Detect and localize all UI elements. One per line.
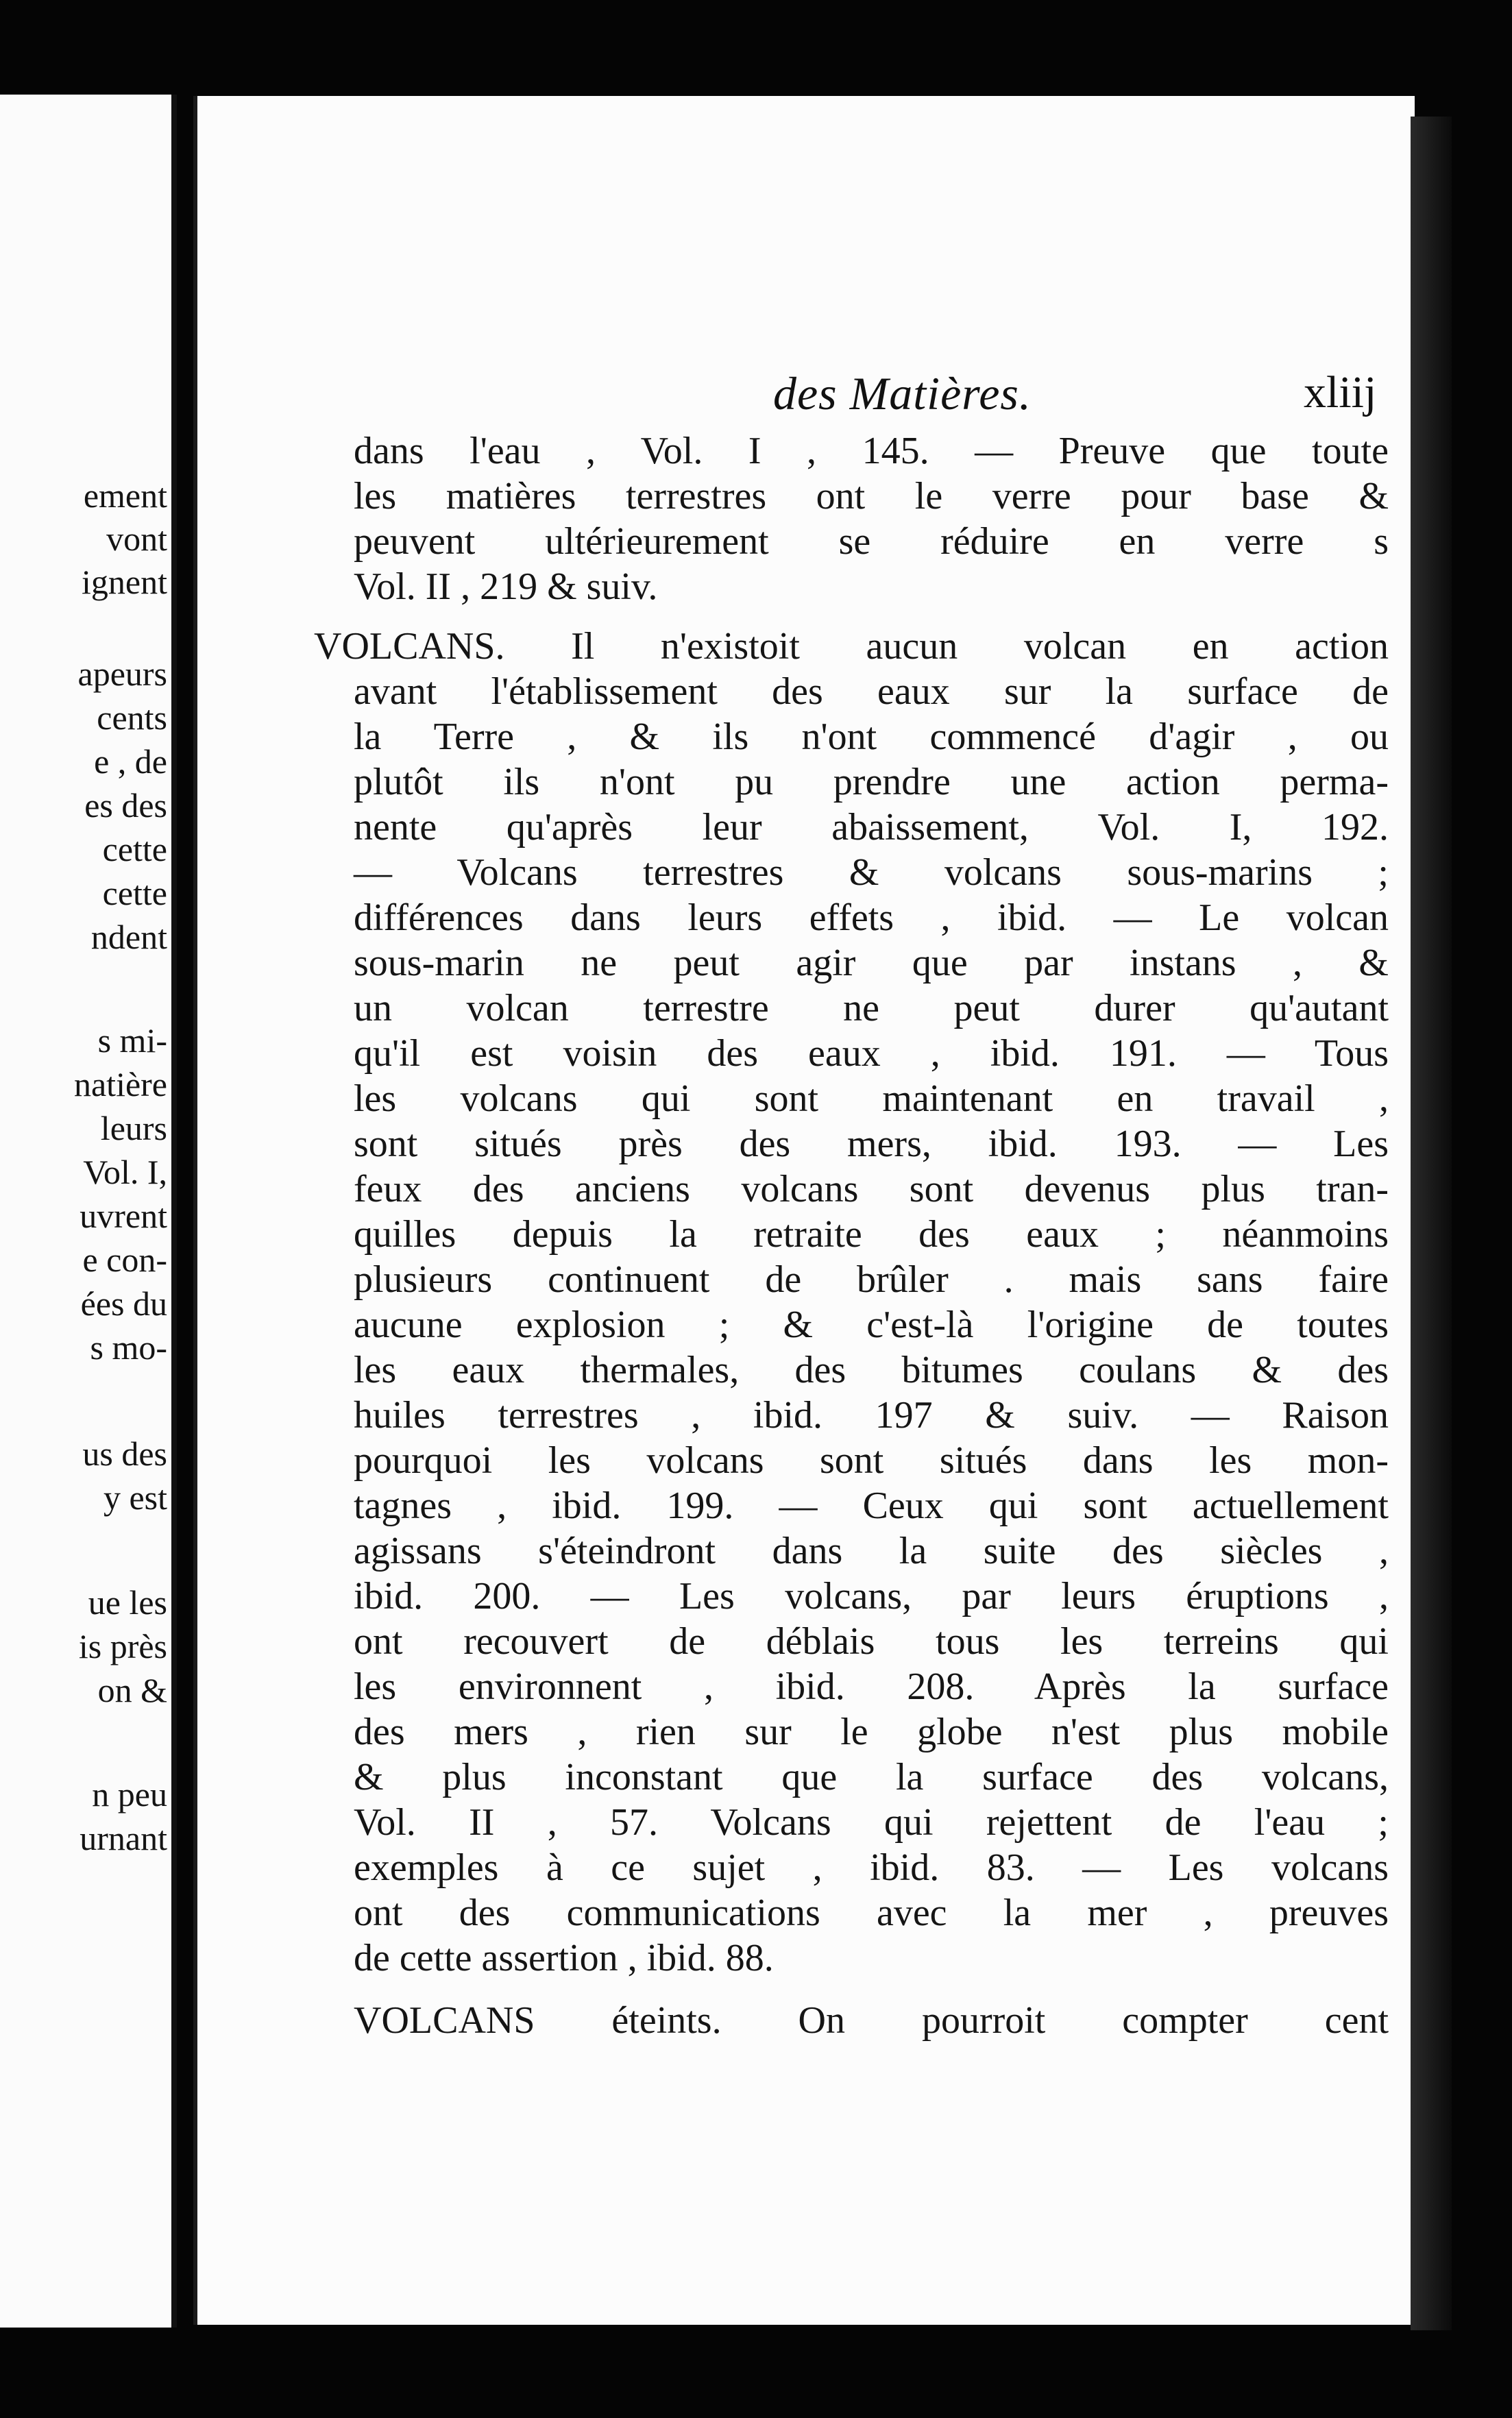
left-fragment: on & (97, 1671, 167, 1709)
main-page (193, 96, 1415, 2325)
left-fragment: ement (83, 476, 167, 515)
text-line: différences dans leurs effets , ibid. — Le volcan (354, 896, 1389, 939)
running-title: des Matières. (773, 367, 1032, 419)
page-number: xliij (1304, 367, 1377, 417)
text-line: plusieurs continuent de brûler . mais sans faire (354, 1258, 1389, 1301)
text-line: avant l'établissement des eaux sur la surface de (354, 670, 1389, 713)
text-line: sous-marin ne peut agir que par instans , & (354, 942, 1389, 984)
left-fragment: n peu (92, 1775, 167, 1814)
entry-heading-line: VOLCANS. Il n'existoit aucun volcan en action (314, 625, 1389, 668)
text-line: la Terre , & ils n'ont commencé d'agir , ou (354, 716, 1389, 758)
left-fragment: y est (103, 1478, 167, 1517)
text-line: huiles terrestres , ibid. 197 & suiv. — Raison (354, 1394, 1389, 1437)
text-line: sont situés près des mers, ibid. 193. — Les (354, 1123, 1389, 1165)
text-line: nente qu'après leur abaissement, Vol. I, 192. (354, 806, 1389, 848)
left-fragment: ue les (88, 1583, 167, 1622)
left-fragment: s mo- (90, 1328, 167, 1367)
left-fragment: e , de (94, 742, 167, 781)
text-line: Vol. II , 57. Volcans qui rejettent de l'eau ; (354, 1801, 1389, 1844)
text-line: qu'il est voisin des eaux , ibid. 191. — Tous (354, 1032, 1389, 1075)
text-line: de cette assertion , ibid. 88. (354, 1937, 774, 1979)
text-line: Vol. II , 219 & suiv. (354, 565, 658, 608)
left-fragment: vont (106, 520, 167, 558)
left-fragment: leurs (100, 1109, 167, 1147)
left-fragment: apeurs (77, 655, 167, 693)
left-fragment: s mi- (97, 1021, 167, 1060)
text-line: — Volcans terrestres & volcans sous-marins ; (354, 851, 1389, 894)
text-line: tagnes , ibid. 199. — Ceux qui sont actuellement (354, 1485, 1389, 1527)
text-line: les matières terrestres ont le verre pour base & (354, 475, 1389, 517)
entry-heading-line: VOLCANS éteints. On pourroit compter cent (354, 1999, 1389, 2042)
left-fragment: uvrent (80, 1197, 167, 1235)
left-fragment: urnant (80, 1819, 167, 1857)
text-line: peuvent ultérieurement se réduire en verre s (354, 520, 1389, 563)
text-line: un volcan terrestre ne peut durer qu'autant (354, 987, 1389, 1029)
left-fragment: ignent (82, 563, 167, 601)
left-fragment: cette (102, 830, 167, 868)
left-fragment: ées du (80, 1284, 167, 1323)
left-fragment: cette (102, 874, 167, 912)
text-line: les volcans qui sont maintenant en travail , (354, 1077, 1389, 1120)
text-line: les eaux thermales, des bitumes coulans & des (354, 1349, 1389, 1391)
left-fragment: us des (82, 1434, 167, 1473)
left-fragment: cents (97, 698, 167, 737)
left-fragment: ndent (90, 918, 167, 956)
text-line: feux des anciens volcans sont devenus plus tran- (354, 1168, 1389, 1210)
text-line: ibid. 200. — Les volcans, par leurs éruptions , (354, 1575, 1389, 1617)
text-line: plutôt ils n'ont pu prendre une action perma- (354, 761, 1389, 803)
left-fragment: Vol. I, (83, 1153, 167, 1191)
text-line: les environnent , ibid. 208. Après la surface (354, 1665, 1389, 1708)
left-fragment: is près (78, 1627, 167, 1665)
text-line: aucune explosion ; & c'est-là l'origine de toutes (354, 1304, 1389, 1346)
left-fragment: natière (73, 1065, 167, 1103)
text-line: des mers , rien sur le globe n'est plus mobile (354, 1711, 1389, 1753)
left-fragment: es des (84, 786, 167, 825)
left-fragment: e con- (82, 1241, 167, 1279)
text-line: dans l'eau , Vol. I , 145. — Preuve que toute (354, 430, 1389, 472)
text-line: agissans s'éteindront dans la suite des siècles , (354, 1530, 1389, 1572)
text-line: ont des communications avec la mer , preuves (354, 1892, 1389, 1934)
page-edge-shadow (1411, 117, 1452, 2330)
text-line: quilles depuis la retraite des eaux ; néanmoins (354, 1213, 1389, 1256)
text-line: pourquoi les volcans sont situés dans les mon- (354, 1439, 1389, 1482)
text-line: ont recouvert de déblais tous les terreins qui (354, 1620, 1389, 1663)
text-line: & plus inconstant que la surface des volcans, (354, 1756, 1389, 1798)
text-line: exemples à ce sujet , ibid. 83. — Les volcans (354, 1846, 1389, 1889)
left-facing-page (0, 95, 177, 2328)
